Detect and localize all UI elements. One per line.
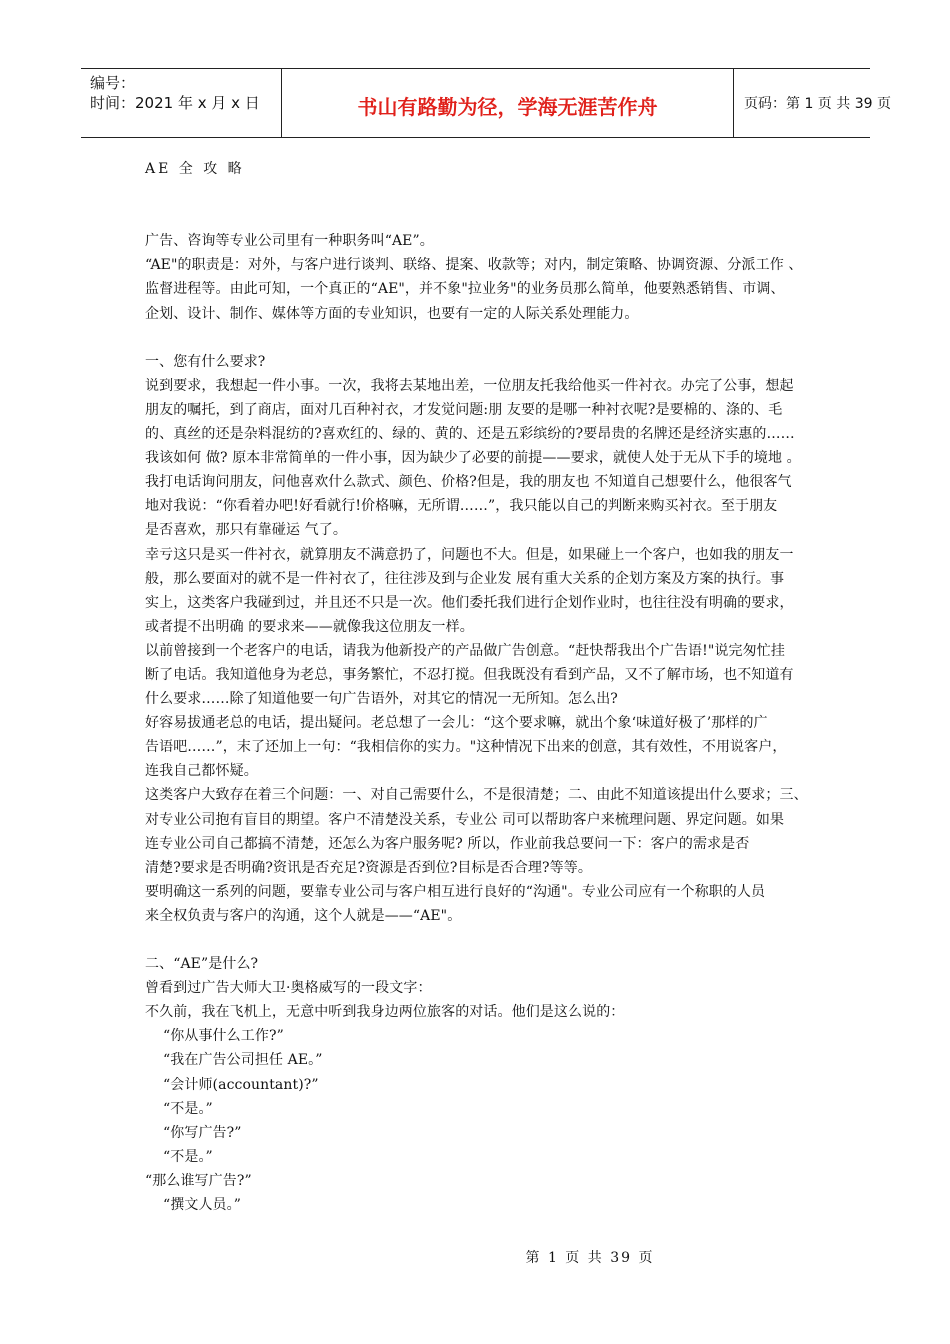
dialogue-line: “你写广告?” bbox=[163, 1124, 242, 1141]
dialogue-line: “不是。” bbox=[163, 1100, 213, 1117]
text-line: 广告、咨询等专业公司里有一种职务叫“AE”。 bbox=[145, 233, 434, 250]
text-line: 我该如何 做? 原本非常简单的一件小事，因为缺少了必要的前提——要求，就使人处于无从下手的境地 。 bbox=[145, 450, 801, 467]
dialogue-line: “撰文人员。” bbox=[163, 1197, 242, 1214]
section-heading: 二、“AE”是什么? bbox=[145, 956, 259, 973]
section-heading: 一、您有什么要求? bbox=[145, 353, 266, 370]
text-line: 好容易拔通老总的电话，提出疑问。老总想了一会儿：“这个要求嘛，就出个象‘味道好极了’那样的广 bbox=[145, 715, 768, 732]
text-line: 的、真丝的还是杂料混纺的?喜欢红的、绿的、黄的、还是五彩缤纷的?要昂贵的名牌还是经济实惠的…… bbox=[145, 426, 795, 443]
dialogue-line: “那么谁写广告?” bbox=[145, 1172, 252, 1189]
text-line: 连我自己都怀疑。 bbox=[145, 763, 258, 780]
page-header bbox=[81, 68, 891, 138]
section1-body bbox=[145, 374, 825, 928]
text-line: 曾看到过广告大师大卫·奥格威写的一段文字： bbox=[145, 980, 432, 997]
text-line: 这类客户大致存在着三个问题：一、对自己需要什么，不是很清楚；二、由此不知道该提出什么要求；三、 bbox=[145, 787, 808, 804]
text-line: 清楚?要求是否明确?资讯是否充足?资源是否到位?目标是否合理?等等。 bbox=[145, 859, 592, 876]
dialogue-line: “你从事什么工作?” bbox=[163, 1028, 284, 1045]
text-line: 实上，这类客户我碰到过，并且还不只是一次。他们委托我们进行企划作业时，也往往没有明确的要求， bbox=[145, 594, 794, 611]
text-line: 般，那么要面对的就不是一件衬衣了，往往涉及到与企业发 展有重大关系的企划方案及方案的执行。事 bbox=[145, 570, 785, 587]
text-line: 监督进程等。由此可知，一个真正的“AE"，并不象"拉业务"的业务员那么简单，他要熟悉销售、市调、 bbox=[145, 281, 785, 298]
intro-paragraph bbox=[145, 229, 825, 325]
text-line: 对专业公司抱有盲目的期望。客户不清楚没关系，专业公 司可以帮助客户来梳理问题、界定问题。如果 bbox=[145, 811, 785, 828]
footer-page-number: 第 1 页 共 39 页 bbox=[525, 1250, 655, 1266]
header-meta bbox=[81, 69, 282, 137]
text-line: 断了电话。我知道他身为老总，事务繁忙，不忍打搅。但我既没有看到产品，又不了解市场，也不知道有 bbox=[145, 666, 794, 683]
code-label: 编号： bbox=[90, 74, 136, 92]
section2-body bbox=[145, 976, 825, 1217]
text-line: 以前曾接到一个老客户的电话，请我为他新投产的产品做广告创意。“赶快帮我出个广告语!"说完匆忙挂 bbox=[145, 642, 785, 659]
text-line: 或者提不出明确 的要求来——就像我这位朋友一样。 bbox=[145, 618, 474, 635]
text-line: 说到要求，我想起一件小事。一次，我将去某地出差，一位朋友托我给他买一件衬衣。办完了公事，想起 bbox=[145, 377, 794, 394]
dialogue-line: “我在广告公司担任 AE。” bbox=[163, 1052, 323, 1069]
header-motto: 书山有路勤为径，学海无涯苦作舟 bbox=[282, 69, 734, 137]
text-line: 朋友的嘱托，到了商店，面对几百种衬衣，才发觉问题:朋 友要的是哪一种衬衣呢?是要棉的、涤的、毛 bbox=[145, 401, 783, 418]
document-title: AE 全 攻 略 bbox=[145, 161, 245, 177]
text-line: 幸亏这只是买一件衬衣，就算朋友不满意扔了，问题也不大。但是，如果碰上一个客户，也如我的朋友一 bbox=[145, 546, 794, 563]
text-line: 我打电话询问朋友，问他喜欢什么款式、颜色、价格?但是，我的朋友也 不知道自己想要什么，他很客气 bbox=[145, 474, 792, 491]
text-line: 告语吧……”，末了还加上一句：“我相信你的实力。"这种情况下出来的创意，其有效性，不用说客户， bbox=[145, 739, 787, 756]
document-body bbox=[145, 157, 825, 1217]
header-page-info: 页码：第 1 页 共 39 页 bbox=[744, 96, 891, 112]
time-label: 时间：2021 年 x 月 x 日 bbox=[90, 94, 260, 112]
dialogue-line: “会计师(accountant)?” bbox=[163, 1076, 319, 1093]
text-line: 是否喜欢，那只有靠碰运 气了。 bbox=[145, 522, 347, 539]
text-line: 来全权负责与客户的沟通，这个人就是——“AE"。 bbox=[145, 907, 462, 924]
text-line: 什么要求……除了知道他要一句广告语外，对其它的情况一无所知。怎么出? bbox=[145, 691, 618, 708]
text-line: 不久前，我在飞机上，无意中听到我身边两位旅客的对话。他们是这么说的： bbox=[145, 1004, 625, 1021]
page-footer bbox=[0, 1247, 950, 1267]
text-line: “AE"的职责是：对外，与客户进行谈判、联络、提案、收款等；对内，制定策略、协调资源、分派工作 、 bbox=[145, 257, 803, 274]
text-line: 连专业公司自己都搞不清楚，还怎么为客户服务呢? 所以，作业前我总要问一下：客户的需求是否 bbox=[145, 835, 750, 852]
text-line: 企划、设计、制作、媒体等方面的专业知识，也要有一定的人际关系处理能力。 bbox=[145, 305, 639, 322]
dialogue-line: “不是。” bbox=[163, 1148, 213, 1165]
text-line: 地对我说：“你看着办吧!好看就行!价格嘛，无所谓……”，我只能以自己的判断来购买衬衣。至于朋友 bbox=[145, 498, 778, 515]
text-line: 要明确这一系列的问题，要靠专业公司与客户相互进行良好的“沟通"。专业公司应有一个称职的人员 bbox=[145, 883, 766, 900]
